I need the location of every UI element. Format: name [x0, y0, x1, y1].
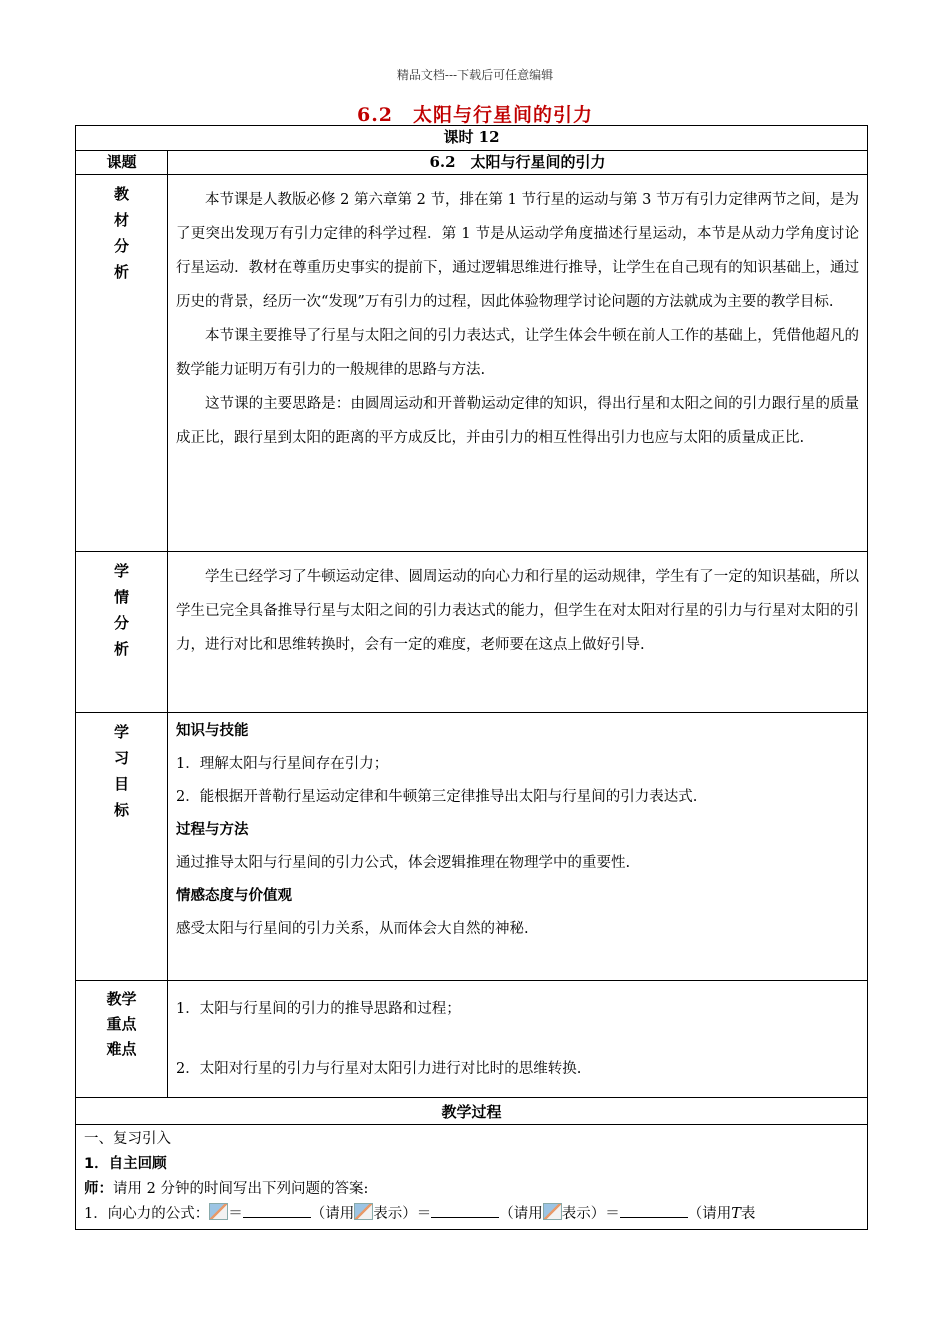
goals-heading-process: 过程与方法	[176, 822, 249, 838]
keys-content	[168, 981, 868, 1098]
process-question: 1．向心力的公式： ＝ （请用 表示）＝ （请用 表示）＝ （请用T表	[84, 1202, 859, 1227]
document-title: 6.2 太阳与行星间的引力	[356, 104, 594, 126]
goals-content	[168, 713, 868, 981]
analysis-paragraph: 本节课主要推导了行星与太阳之间的引力表达式，让学生体会牛顿在前人工作的基础上，凭借他超凡的数学能力证明万有引力的一般规律的思路与方法.	[176, 328, 860, 378]
lesson-plan-table	[75, 125, 868, 1230]
formula-image-icon	[354, 1203, 373, 1220]
analysis-label: 教 材 分 析	[76, 175, 168, 552]
goals-heading-knowledge: 知识与技能	[176, 723, 249, 739]
analysis-content	[168, 175, 868, 552]
keys-item: 2．太阳对行星的引力与行星对太阳引力进行对比时的思维转换.	[176, 1061, 582, 1077]
keys-item: 1．太阳与行星间的引力的推导思路和过程；	[176, 1001, 461, 1017]
goals-heading-emotion: 情感态度与价值观	[176, 888, 292, 904]
answer-blank[interactable]	[431, 1203, 499, 1218]
lesson-number: 课时 12	[76, 126, 868, 151]
answer-blank[interactable]	[620, 1203, 688, 1218]
topic-label: 课题	[76, 151, 168, 175]
process-line: 一、复习引入	[84, 1131, 171, 1147]
analysis-paragraph: 本节课是人教版必修 2 第六章第 2 节，排在第 1 节行星的运动与第 3 节万有引力定律两节之间，是为了更突出发现万有引力定律的科学过程．第 1 节是从运动学角度描述行星运动，本节是从动力学角度讨论行星运动．教材在尊重历史事实的提前下，通过逻辑思维进行推导，让学生在自己现有的知识基础上，通过历史的背景，经历一次“发现”万有引力的过程，因此体验物理学讨论问题的方法就成为主要的教学目标.	[176, 192, 860, 310]
formula-image-icon	[543, 1203, 562, 1220]
analysis-paragraph: 这节课的主要思路是：由圆周运动和开普勒运动定律的知识，得出行星和太阳之间的引力跟行星的质量成正比，跟行星到太阳的距离的平方成反比，并由引力的相互性得出引力也应与太阳的质量成正比.	[176, 396, 860, 446]
goals-item: 通过推导太阳与行星间的引力公式，体会逻辑推理在物理学中的重要性.	[176, 855, 631, 871]
students-label: 学 情 分 析	[76, 552, 168, 713]
goals-item: 1．理解太阳与行星间存在引力；	[176, 756, 389, 772]
goals-item: 2．能根据开普勒行星运动定律和牛顿第三定律推导出太阳与行星间的引力表达式.	[176, 789, 698, 805]
process-content	[76, 1125, 868, 1230]
process-subheading: 1．自主回顾	[84, 1156, 167, 1172]
keys-label: 教学 重点 难点	[76, 981, 168, 1098]
students-content	[168, 552, 868, 713]
header-note: 精品文档---下载后可任意编辑	[396, 68, 554, 82]
goals-item: 感受太阳与行星间的引力关系，从而体会大自然的神秘.	[176, 921, 529, 937]
topic-value: 6.2 太阳与行星间的引力	[168, 151, 868, 175]
goals-label: 学 习 目 标	[76, 713, 168, 981]
process-line: 师：请用 2 分钟的时间写出下列问题的答案:	[84, 1181, 369, 1197]
formula-image-icon	[209, 1203, 228, 1220]
students-paragraph: 学生已经学习了牛顿运动定律、圆周运动的向心力和行星的运动规律，学生有了一定的知识基础，所以学生已完全具备推导行星与太阳之间的引力表达式的能力，但学生在对太阳对行星的引力与行星对太阳的引力，进行对比和思维转换时，会有一定的难度，老师要在这点上做好引导.	[176, 569, 860, 653]
process-header: 教学过程	[76, 1098, 868, 1125]
answer-blank[interactable]	[243, 1203, 311, 1218]
